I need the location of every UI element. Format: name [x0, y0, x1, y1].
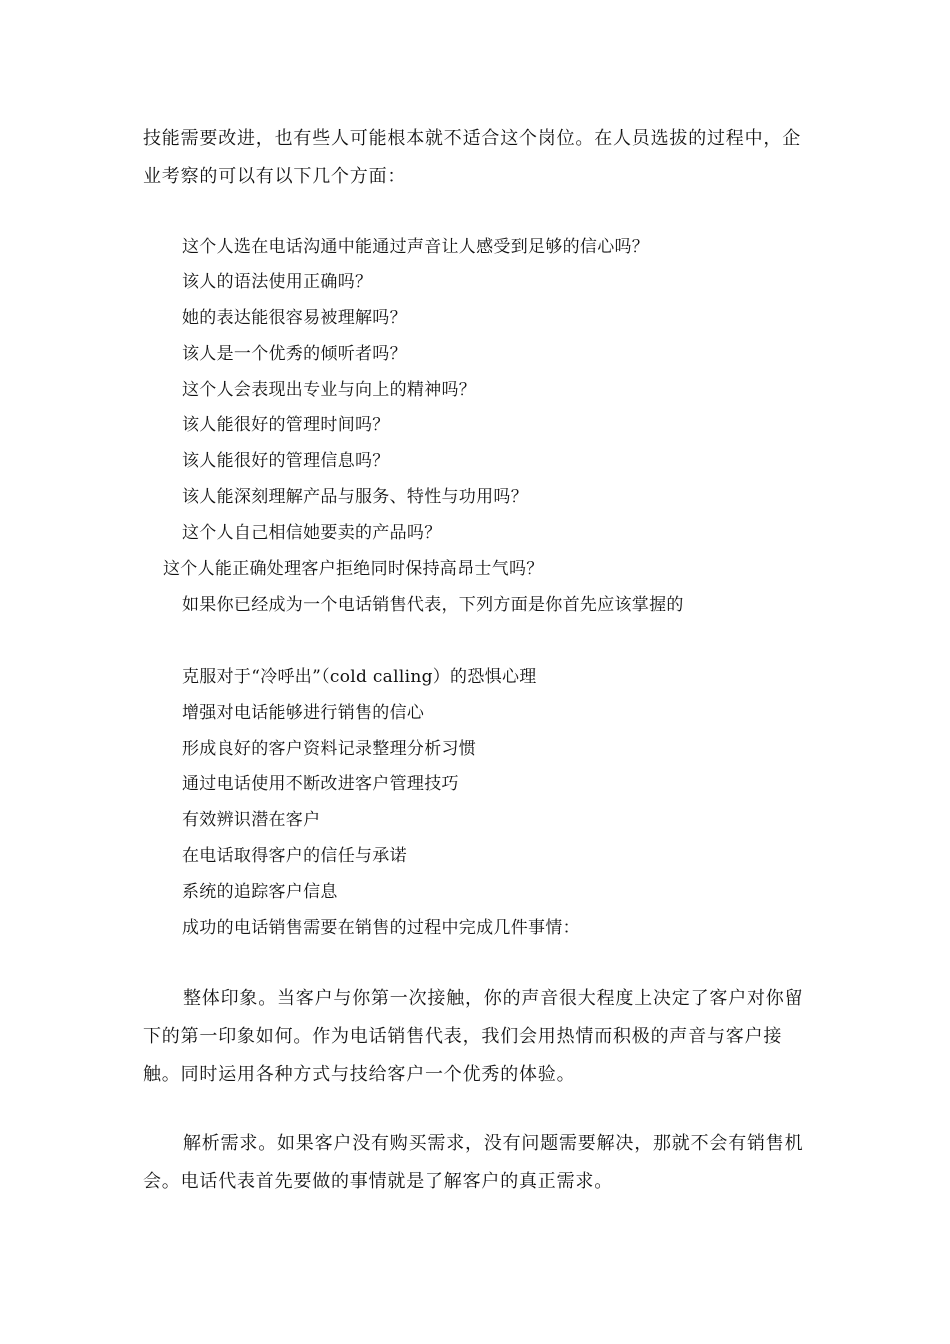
- question-5: 这个人会表现出专业与向上的精神吗？: [182, 380, 477, 400]
- tasks-intro: 成功的电话销售需要在销售的过程中完成几件事情：: [182, 918, 580, 938]
- question-1: 这个人选在电话沟通中能通过声音让人感受到足够的信心吗？: [182, 237, 650, 257]
- skill-3: 形成良好的客户资料记录整理分析习惯: [182, 739, 477, 759]
- question-6: 该人能很好的管理时间吗？: [182, 415, 390, 435]
- question-10: 这个人能正确处理客户拒绝同时保持高昂士气吗？: [163, 559, 544, 579]
- skill-2: 增强对电话能够进行销售的信心: [182, 703, 425, 723]
- intro-paragraph: 技能需要改进，也有些人可能根本就不适合这个岗位。在人员选拔的过程中，企业考察的可以有以下几个方面：: [143, 128, 801, 187]
- skill-6: 在电话取得客户的信任与承诺: [182, 846, 407, 866]
- skill-7: 系统的追踪客户信息: [182, 882, 338, 902]
- skills-intro: 如果你已经成为一个电话销售代表，下列方面是你首先应该掌握的: [182, 595, 684, 615]
- paragraph-needs: 解析需求。如果客户没有购买需求，没有问题需要解决，那就不会有销售机会。电话代表首先要做的事情就是了解客户的真正需求。: [143, 1133, 804, 1192]
- paragraph-impression: 整体印象。当客户与你第一次接触，你的声音很大程度上决定了客户对你留下的第一印象如何。作为电话销售代表，我们会用热情而积极的声音与客户接触。同时运用各种方式与技给客户一个优秀的体验。: [143, 988, 804, 1085]
- skill-1: 克服对于“冷呼出”（cold calling）的恐惧心理: [182, 667, 537, 687]
- question-4: 该人是一个优秀的倾听者吗？: [182, 344, 407, 364]
- skill-4: 通过电话使用不断改进客户管理技巧: [182, 774, 459, 794]
- question-8: 该人能深刻理解产品与服务、特性与功用吗？: [182, 487, 528, 507]
- question-7: 该人能很好的管理信息吗？: [182, 451, 390, 471]
- question-9: 这个人自己相信她要卖的产品吗？: [182, 523, 442, 543]
- skill-5: 有效辨识潜在客户: [182, 810, 321, 830]
- question-3: 她的表达能很容易被理解吗？: [182, 308, 407, 328]
- question-2: 该人的语法使用正确吗？: [182, 272, 373, 292]
